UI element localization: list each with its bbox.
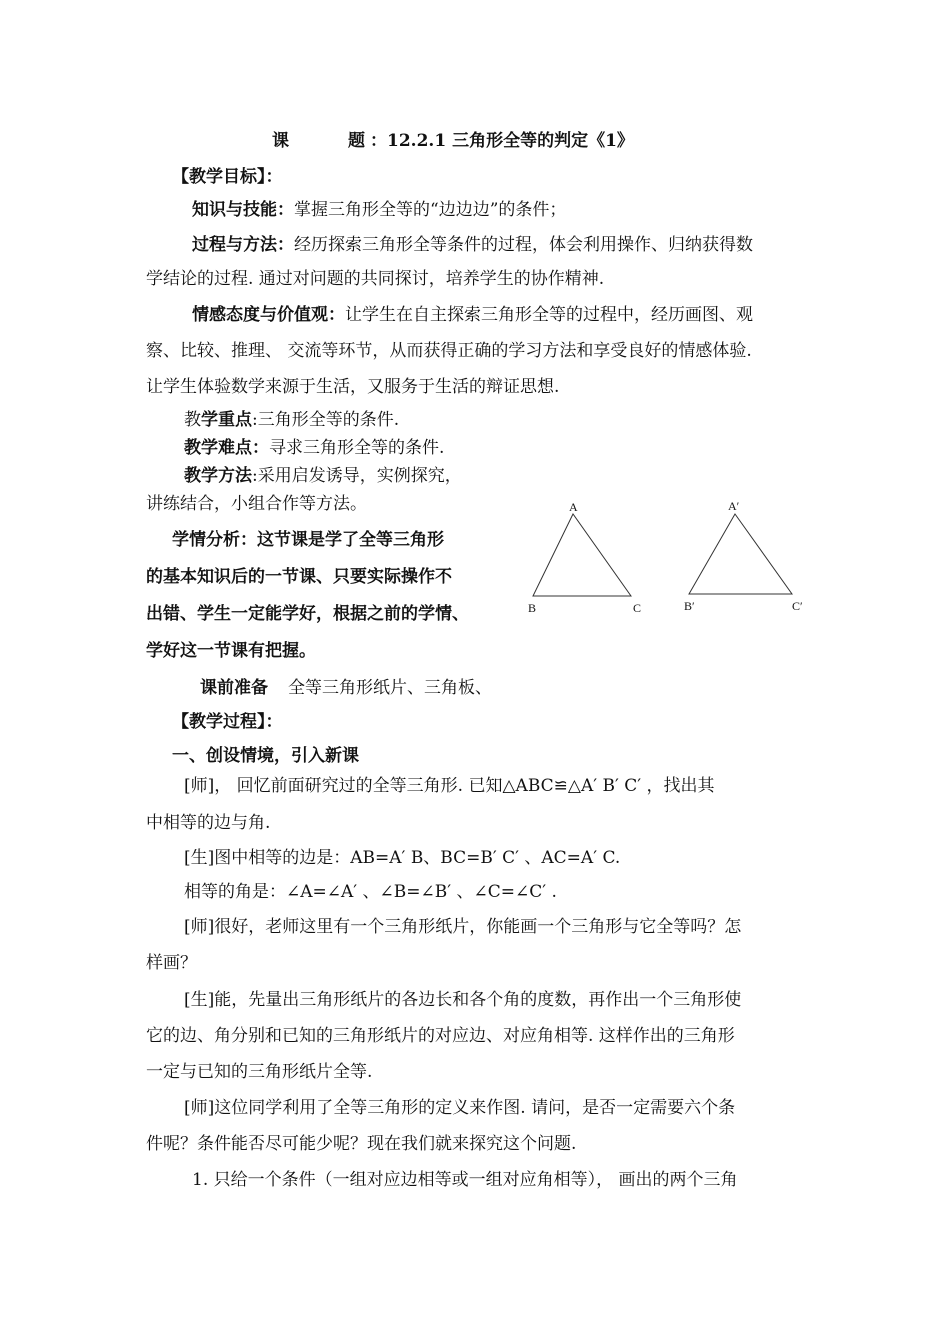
process-line-2: 学结论的过程. 通过对问题的共同探讨，培养学生的协作精神. xyxy=(146,269,605,289)
analysis-line-2: 的基本知识后的一节课、只要实际操作不 xyxy=(146,567,452,587)
title-label-2: 题 xyxy=(348,131,365,151)
section1-heading: 一、创设情境，引入新课 xyxy=(172,746,359,766)
method-label: 教学方法 xyxy=(184,466,252,486)
dialogue-s2-line-2: 它的边、角分别和已知的三角形纸片的对应边、对应角相等. 这样作出的三角形 xyxy=(146,1026,735,1046)
knowledge-text: 掌握三角形全等的“边边边”的条件； xyxy=(294,200,567,220)
label-c: C xyxy=(633,601,642,615)
triangle-abc-prime xyxy=(684,499,803,613)
triangle-abc xyxy=(528,500,641,615)
preparation-label: 课前准备 xyxy=(200,678,268,698)
emotion-line-2: 察、比较、推理、 交流等环节，从而获得正确的学习方法和享受良好的情感体验. xyxy=(146,341,752,361)
dialogue-t3-line-1: [师]这位同学利用了全等三角形的定义来作图. 请问，是否一定需要六个条 xyxy=(184,1098,736,1118)
label-b: B xyxy=(528,601,537,615)
method-line-1 xyxy=(184,465,462,487)
label-b-prime: B′ xyxy=(684,599,695,613)
process-label: 过程与方法： xyxy=(192,235,294,255)
difficulty-text: 寻求三角形全等的条件. xyxy=(269,438,445,458)
analysis-line-4: 学好这一节课有把握。 xyxy=(146,641,316,661)
triangle-abc-shape xyxy=(533,514,631,596)
analysis-text-1: 这节课是学了全等三角形 xyxy=(257,530,444,550)
dialogue-s1-angles: 相等的角是：∠A=∠A′ 、∠B=∠B′ 、∠C=∠C′ . xyxy=(184,882,557,902)
emotion-line-1 xyxy=(192,304,753,326)
label-a-prime: A′ xyxy=(728,499,740,513)
analysis-line-3: 出错、学生一定能学好，根据之前的学情、 xyxy=(146,604,469,624)
objectives-heading: 【教学目标】： xyxy=(172,167,283,187)
key-point-prefix: 教 xyxy=(184,410,201,430)
dialogue-t1-line-2: 中相等的边与角. xyxy=(146,813,271,833)
analysis-label: 学情分析： xyxy=(172,530,257,550)
dialogue-s2-line-3: 一定与已知的三角形纸片全等. xyxy=(146,1062,373,1082)
process-heading: 【教学过程】： xyxy=(172,712,283,732)
process-text-1: 经历探索三角形全等条件的过程，体会利用操作、归纳获得数 xyxy=(294,235,753,255)
key-point-line xyxy=(184,409,399,431)
method-text: :采用启发诱导，实例探究， xyxy=(252,466,462,486)
preparation-text: 全等三角形纸片、三角板、 xyxy=(288,678,492,698)
title-text: ：12.2.1 三角形全等的判定《1》 xyxy=(370,131,634,151)
dialogue-t3-line-2: 件呢？条件能否尽可能少呢？现在我们就来探究这个问题. xyxy=(146,1134,577,1154)
label-c-prime: C′ xyxy=(792,599,803,613)
dialogue-t2-line-1: [师]很好，老师这里有一个三角形纸片，你能画一个三角形与它全等吗？怎 xyxy=(184,917,742,937)
key-point-text: :三角形全等的条件. xyxy=(252,410,400,430)
dialogue-t1-line-1: [师]， 回忆前面研究过的全等三角形. 已知△ABC≌△A′ B′ C′ ，找出其 xyxy=(184,776,715,796)
method-line-2: 讲练结合，小组合作等方法。 xyxy=(146,494,367,514)
dialogue-t2-line-2: 样画？ xyxy=(146,953,197,973)
key-point-label: 学重点 xyxy=(201,410,252,430)
process-line-1 xyxy=(192,234,753,256)
knowledge-label: 知识与技能： xyxy=(192,200,294,220)
difficulty-line xyxy=(184,437,444,459)
label-a: A xyxy=(569,500,578,514)
knowledge-line xyxy=(192,199,566,221)
analysis-line-1 xyxy=(172,529,444,551)
difficulty-label: 教学难点： xyxy=(184,438,269,458)
emotion-label: 情感态度与价值观： xyxy=(192,305,345,325)
dialogue-s2-line-1: [生]能，先量出三角形纸片的各边长和各个角的度数，再作出一个三角形使 xyxy=(184,990,742,1010)
triangle-abc-prime-shape xyxy=(689,514,792,594)
dialogue-s1: [生]图中相等的边是：AB=A′ B、BC=B′ C′ 、AC=A′ C. xyxy=(184,848,621,868)
triangle-figure xyxy=(520,498,820,628)
preparation-line xyxy=(200,677,492,699)
dialogue-item-1: 1. 只给一个条件（一组对应边相等或一组对应角相等）， 画出的两个三角 xyxy=(192,1170,738,1190)
title-label-1: 课 xyxy=(272,131,289,151)
emotion-line-3: 让学生体验数学来源于生活，又服务于生活的辩证思想. xyxy=(146,377,560,397)
emotion-text-1: 让学生在自主探索三角形全等的过程中，经历画图、观 xyxy=(345,305,753,325)
